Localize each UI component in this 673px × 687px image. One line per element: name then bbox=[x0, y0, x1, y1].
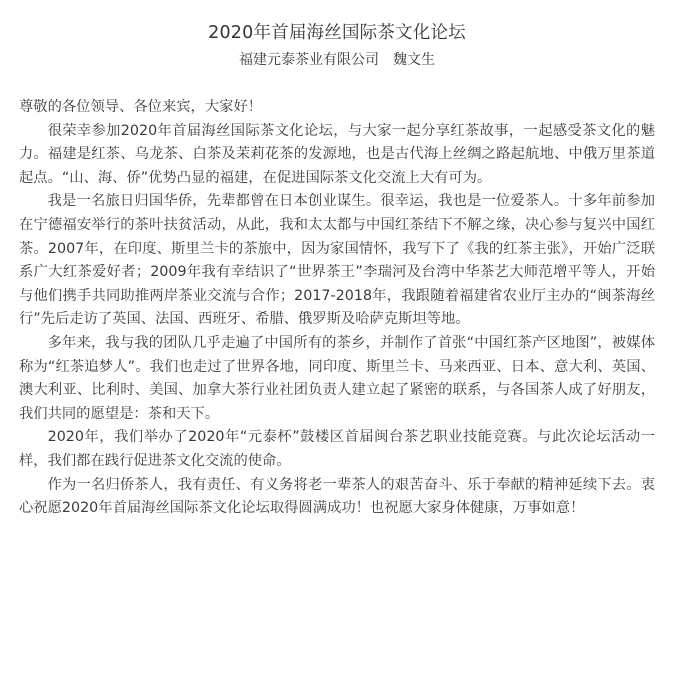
body-paragraph: 作为一名归侨茶人，我有责任、有义务将老一辈茶人的艰苦奋斗、乐于奉献的精神延续下去。衷心祝愿2020年首届海丝国际茶文化论坛取得圆满成功！也祝愿大家身体健康，万事如意！ bbox=[19, 476, 655, 517]
greeting-paragraph: 尊敬的各位领导、各位来宾，大家好！ bbox=[19, 99, 263, 115]
body-paragraph: 很荣幸参加2020年首届海丝国际茶文化论坛，与大家一起分享红茶故事，一起感受茶文化的魅力。福建是红茶、乌龙茶、白茶及茉莉花茶的发源地，也是古代海上丝绸之路起航地、中俄万里茶道起点。“山、海、侨”优势凸显的福建，在促进国际茶文化交流上大有可为。 bbox=[19, 122, 655, 186]
byline-organization: 福建元泰茶业有限公司 bbox=[239, 52, 379, 68]
body-paragraph: 我是一名旅日归国华侨，先辈都曾在日本创业谋生。很幸运，我也是一位爱茶人。十多年前参加在宁德福安举行的茶叶扶贫活动，从此，我和太太都与中国红茶结下不解之缘，决心参与复兴中国红茶。2007年，在印度、斯里兰卡的茶旅中，因为家国情怀，我写下了《我的红茶主张》，开始广泛联系广大红茶爱好者；2009年我有幸结识了“世界茶王”李瑞河及台湾中华茶艺大师范增平等人，开始与他们携手共同助推两岸茶业交流与合作；2017-2018年，我跟随着福建省农业厅主办的“闽茶海丝行”先后走访了英国、法国、西班牙、希腊、俄罗斯及哈萨克斯坦等地。 bbox=[19, 193, 655, 328]
article-title: 2020年首届海丝国际茶文化论坛 bbox=[208, 23, 466, 43]
byline-author: 魏文生 bbox=[393, 52, 435, 68]
article-body bbox=[19, 96, 655, 521]
article-byline bbox=[19, 50, 655, 70]
body-paragraph: 2020年，我们举办了2020年“元泰杯”鼓楼区首届闽台茶艺职业技能竞赛。与此次论坛活动一样，我们都在践行促进茶文化交流的使命。 bbox=[19, 429, 655, 469]
body-paragraph: 多年来，我与我的团队几乎走遍了中国所有的茶乡，并制作了首张“中国红茶产区地图”，被媒体称为“红茶追梦人”。我们也走过了世界各地，同印度、斯里兰卡、马来西亚、日本、意大利、英国、澳大利亚、比利时、美国、加拿大茶行业社团负责人建立起了紧密的联系，与各国茶人成了好朋友，我们共同的愿望是：茶和天下。 bbox=[19, 334, 655, 422]
